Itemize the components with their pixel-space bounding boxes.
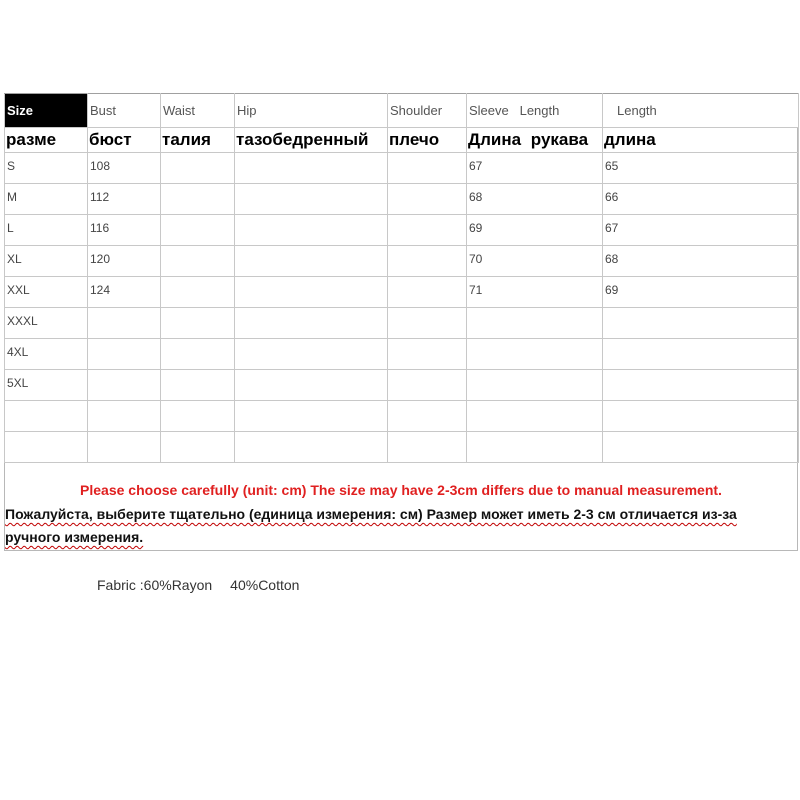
measurement-note <box>4 476 798 550</box>
note-russian-line2: ручного измерения. <box>5 529 144 545</box>
cell-waist <box>161 246 235 277</box>
header-row-russian <box>5 128 799 153</box>
header-length-ru: длина <box>603 128 799 153</box>
cell-bust <box>88 308 161 339</box>
header-length: Length <box>603 94 799 128</box>
cell-hip <box>235 153 388 184</box>
cell-sleeve <box>467 308 603 339</box>
cell-size: L <box>5 215 88 246</box>
cell-size: XL <box>5 246 88 277</box>
header-sleeve-length: Sleeve Length <box>467 94 603 128</box>
table-row <box>5 277 799 308</box>
header-shoulder-ru: плечо <box>388 128 467 153</box>
cell-sleeve <box>467 401 603 432</box>
cell-length <box>603 308 799 339</box>
cell-length: 69 <box>603 277 799 308</box>
cell-shoulder <box>388 277 467 308</box>
cell-sleeve: 69 <box>467 215 603 246</box>
cell-sleeve: 67 <box>467 153 603 184</box>
cell-size: S <box>5 153 88 184</box>
cell-waist <box>161 184 235 215</box>
table-row <box>5 339 799 370</box>
cell-shoulder <box>388 215 467 246</box>
cell-size: 4XL <box>5 339 88 370</box>
cell-bust: 116 <box>88 215 161 246</box>
cell-shoulder <box>388 153 467 184</box>
cell-bust: 112 <box>88 184 161 215</box>
cell-waist <box>161 277 235 308</box>
cell-waist <box>161 432 235 463</box>
cell-size: XXXL <box>5 308 88 339</box>
cell-shoulder <box>388 308 467 339</box>
cell-bust: 108 <box>88 153 161 184</box>
cell-bust <box>88 370 161 401</box>
cell-sleeve <box>467 339 603 370</box>
cell-shoulder <box>388 339 467 370</box>
note-russian <box>5 503 795 549</box>
header-hip-ru: тазобедренный <box>235 128 388 153</box>
header-shoulder: Shoulder <box>388 94 467 128</box>
cell-length: 65 <box>603 153 799 184</box>
table-row <box>5 153 799 184</box>
cell-shoulder <box>388 432 467 463</box>
cell-shoulder <box>388 184 467 215</box>
table-row <box>5 215 799 246</box>
header-bust-ru: бюст <box>88 128 161 153</box>
cell-sleeve <box>467 432 603 463</box>
cell-length <box>603 370 799 401</box>
cell-size <box>5 401 88 432</box>
cell-hip <box>235 215 388 246</box>
table-row <box>5 184 799 215</box>
header-sleeve-length-ru: Длина рукава <box>467 128 603 153</box>
cell-length <box>603 432 799 463</box>
cell-sleeve: 68 <box>467 184 603 215</box>
cell-sleeve: 70 <box>467 246 603 277</box>
table-row <box>5 246 799 277</box>
table-row <box>5 401 799 432</box>
cell-length: 68 <box>603 246 799 277</box>
cell-waist <box>161 153 235 184</box>
cell-hip <box>235 184 388 215</box>
cell-hip <box>235 339 388 370</box>
cell-sleeve: 71 <box>467 277 603 308</box>
cell-shoulder <box>388 401 467 432</box>
cell-waist <box>161 308 235 339</box>
cell-shoulder <box>388 370 467 401</box>
cell-waist <box>161 215 235 246</box>
cell-bust <box>88 339 161 370</box>
cell-size <box>5 432 88 463</box>
table-row <box>5 370 799 401</box>
header-waist-ru: талия <box>161 128 235 153</box>
header-bust: Bust <box>88 94 161 128</box>
cell-shoulder <box>388 246 467 277</box>
cell-hip <box>235 308 388 339</box>
header-size-ru: разме <box>5 128 88 153</box>
cell-waist <box>161 401 235 432</box>
cell-waist <box>161 339 235 370</box>
cell-bust: 120 <box>88 246 161 277</box>
cell-hip <box>235 370 388 401</box>
fabric-rayon: Fabric :60%Rayon <box>97 577 213 593</box>
cell-length: 66 <box>603 184 799 215</box>
cell-hip <box>235 401 388 432</box>
cell-waist <box>161 370 235 401</box>
size-chart-table <box>4 93 799 463</box>
cell-bust <box>88 401 161 432</box>
cell-size: XXL <box>5 277 88 308</box>
cell-length <box>603 339 799 370</box>
note-russian-line1: Пожалуйста, выберите тщательно (единица измерения: см) Размер может иметь 2-3 см отличается из-за <box>5 506 737 522</box>
cell-hip <box>235 277 388 308</box>
cell-size: 5XL <box>5 370 88 401</box>
table-row <box>5 432 799 463</box>
header-waist: Waist <box>161 94 235 128</box>
cell-hip <box>235 432 388 463</box>
header-size: Size <box>5 94 88 128</box>
table-row <box>5 308 799 339</box>
cell-length <box>603 401 799 432</box>
cell-length: 67 <box>603 215 799 246</box>
cell-size: M <box>5 184 88 215</box>
cell-bust: 124 <box>88 277 161 308</box>
cell-sleeve <box>467 370 603 401</box>
fabric-composition <box>97 577 299 593</box>
fabric-cotton: 40%Cotton <box>230 577 300 593</box>
cell-hip <box>235 246 388 277</box>
cell-bust <box>88 432 161 463</box>
header-row-english <box>5 94 799 128</box>
note-english: Please choose carefully (unit: cm) The size may have 2-3cm differs due to manual measurement. <box>80 482 722 498</box>
header-hip: Hip <box>235 94 388 128</box>
